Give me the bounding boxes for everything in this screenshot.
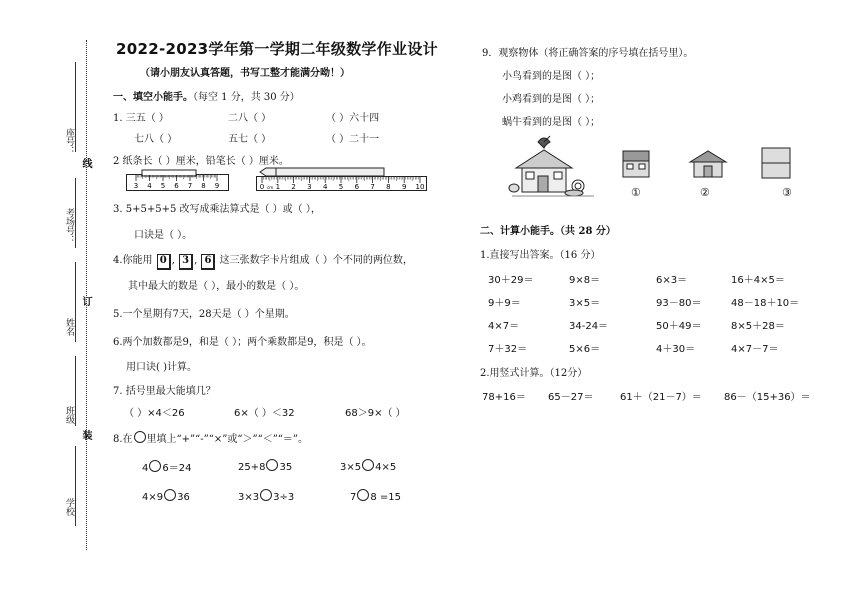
ruler-tick-label: 9	[401, 183, 407, 191]
ruler-tick-label: 7	[370, 183, 375, 191]
circle-blank[interactable]	[134, 431, 146, 443]
q8-r1-a: 4 6＝24	[142, 459, 191, 474]
q8-r2-a: 4×9 36	[142, 489, 190, 503]
ruler-tick-label: 7	[187, 182, 193, 190]
binding-dotted-line	[86, 40, 87, 550]
q1-row1-a: 1. 三五（ ）	[113, 113, 169, 124]
calc-r4-c2: 5×6＝	[569, 344, 601, 355]
q1-row1-b: 二八（ ）	[228, 113, 272, 124]
calc-r3-c2: 34-24＝	[569, 321, 609, 332]
ruler-pencil	[256, 164, 428, 192]
calc-r3-c1: 4×7＝	[488, 321, 520, 332]
ruler-tick-label: 1	[275, 183, 281, 191]
ruler-tick-label: 5	[338, 183, 344, 191]
q6-line2: 用口诀( )计算。	[126, 362, 197, 373]
name-label: 姓名	[64, 318, 74, 336]
option-2-label: ②	[700, 186, 710, 199]
ruler-tick-label: 3	[133, 182, 139, 190]
q9-snail: 蜗牛看到的是图（ ）；	[502, 117, 601, 128]
q7-text: 7. 括号里最大能填几？	[113, 386, 216, 397]
ruler-tick-label: 8	[386, 183, 391, 191]
house-scene-illustration	[508, 132, 598, 204]
q8-text	[113, 430, 308, 445]
section2-sub1: 1.直接写出答案。（16 分）	[480, 250, 601, 261]
q4-post: 这三张数字卡片组成（ ）个不同的两位数，	[219, 255, 413, 266]
calc-r1-c2: 9×8＝	[569, 275, 601, 286]
ruler-tick-label: 2	[291, 183, 296, 191]
ruler-paper-strip	[126, 168, 230, 192]
q9-bird: 小鸟看到的是图（ ）；	[502, 71, 601, 82]
calc-r1-c4: 16＋4×5＝	[731, 275, 785, 286]
vertical-calc-2: 65－27＝	[548, 392, 594, 403]
ruler-tick-label: 10	[415, 183, 425, 191]
ruler-tick-label: 8	[201, 182, 206, 190]
ruler-tick-label: 4	[322, 183, 328, 191]
cut-mark-line: 线	[80, 158, 91, 168]
view-option-2	[688, 150, 728, 180]
q2-text: 2 纸条长（ ）厘米，铅笔长（ ）厘米。	[113, 156, 289, 167]
q1-row2-c: （ ）二十一	[326, 134, 380, 145]
calc-r4-c3: 4＋30＝	[656, 344, 696, 355]
circle-blank[interactable]	[362, 459, 374, 471]
calc-r1-c1: 30＋29＝	[488, 275, 534, 286]
calc-r3-c3: 50＋49＝	[656, 321, 702, 332]
q3-line2: 口诀是（ ）。	[134, 230, 193, 241]
option-1-label: ①	[631, 186, 641, 199]
calc-r4-c1: 7＋32＝	[488, 344, 528, 355]
q3-line1: 3. 5+5+5+5 改写成乘法算式是（ ）或（ ），	[113, 204, 321, 215]
digit-card: 0	[157, 254, 171, 270]
q8-r2-c: 7 8 =15	[350, 489, 401, 503]
q1-row1-c: （ ）六十四	[326, 113, 380, 124]
circle-blank[interactable]	[266, 459, 278, 471]
q9-text: 9．观察物体（将正确答案的序号填在括号里）。	[482, 48, 694, 59]
cut-mark-ding: 订	[80, 296, 91, 306]
calc-r2-c3: 93－80＝	[656, 298, 702, 309]
view-option-3	[760, 146, 792, 180]
digit-card: 3	[179, 254, 193, 270]
q8-post: 里填上“+”“-”“×”或“＞”“＜”“＝”。	[146, 434, 309, 445]
ruler-tick-label: 6	[354, 183, 360, 191]
ruler-tick-label: 0	[259, 183, 265, 191]
digit-card: 6	[201, 254, 215, 270]
section2-sub2: 2.用竖式计算。（12分）	[480, 368, 588, 379]
option-3-label: ③	[782, 186, 792, 199]
q4-line2: 其中最大的数是（ ），最小的数是（ ）。	[128, 281, 305, 292]
calc-r4-c4: 4×7－7＝	[731, 344, 779, 355]
calc-r3-c4: 8×5＋28＝	[731, 321, 785, 332]
view-option-1	[620, 150, 654, 180]
ruler-tick-label: 4	[147, 182, 152, 190]
ruler-unit: cm	[267, 185, 274, 190]
q8-r2-b: 3×3 3÷3	[238, 489, 294, 503]
q1-row2-b: 五七（ ）	[228, 134, 272, 145]
ruler-tick-label: 9	[214, 182, 220, 190]
calc-r2-c1: 9＋9＝	[488, 298, 521, 309]
seat-label: 座号：	[64, 128, 74, 155]
q4-line1: 4.你能用 0 , 3 , 6 这三张数字卡片组成（ ）个不同的两位数，	[113, 251, 413, 270]
q8-pre: 8.在	[113, 434, 133, 445]
cut-mark-zhuang: 装	[80, 430, 91, 440]
page-title: 2022-2023学年第一学期二年级数学作业设计	[116, 40, 438, 58]
q7-item-2: 6×（ ）＜32	[234, 408, 295, 419]
vertical-calc-4: 86－（15+36）＝	[724, 392, 811, 403]
q4-pre: 4.你能用	[113, 255, 153, 266]
section1-heading: 一、填空小能手。	[113, 92, 193, 103]
q5-text: 5.一个星期有7天，28天是（ ）个星期。	[113, 309, 295, 320]
circle-blank[interactable]	[149, 460, 161, 472]
q9-chick: 小鸡看到的是图（ ）；	[502, 94, 601, 105]
calc-r1-c3: 6×3＝	[656, 275, 688, 286]
section1-header	[113, 88, 300, 103]
calc-r2-c4: 48－18＋10＝	[731, 298, 800, 309]
q1-row2-a: 七八（ ）	[134, 134, 178, 145]
class-label: 班级	[64, 406, 74, 424]
calc-r2-c2: 3×5＝	[569, 298, 601, 309]
school-label: 学校	[64, 498, 74, 516]
circle-blank[interactable]	[357, 489, 369, 501]
q7-item-3: 68＞9×（ ）	[345, 408, 406, 419]
circle-blank[interactable]	[260, 489, 272, 501]
section1-note: （每空 1 分，共 30 分）	[193, 92, 300, 103]
ruler-tick-label: 5	[160, 182, 166, 190]
ruler-tick-label: 3	[307, 183, 312, 191]
exam-no-label: 考场号：	[64, 208, 74, 244]
page-subtitle: （请小朋友认真答题，书写工整才能满分呦！）	[140, 68, 350, 79]
section2-heading: 二、计算小能手。（共 28 分）	[480, 226, 616, 237]
q6-line1: 6.两个加数都是9，和是（ ）；两个乘数都是9，积是（ ）。	[113, 337, 372, 348]
q8-r1-b: 25+8 35	[238, 459, 292, 473]
q8-r1-c: 3×5 4×5	[340, 459, 396, 473]
q7-item-1: （ ）×4＜26	[124, 408, 185, 419]
ruler-tick-label: 6	[174, 182, 179, 190]
vertical-calc-1: 78+16＝	[482, 392, 526, 403]
vertical-calc-3: 61＋（21－7）＝	[620, 392, 702, 403]
circle-blank[interactable]	[164, 489, 176, 501]
